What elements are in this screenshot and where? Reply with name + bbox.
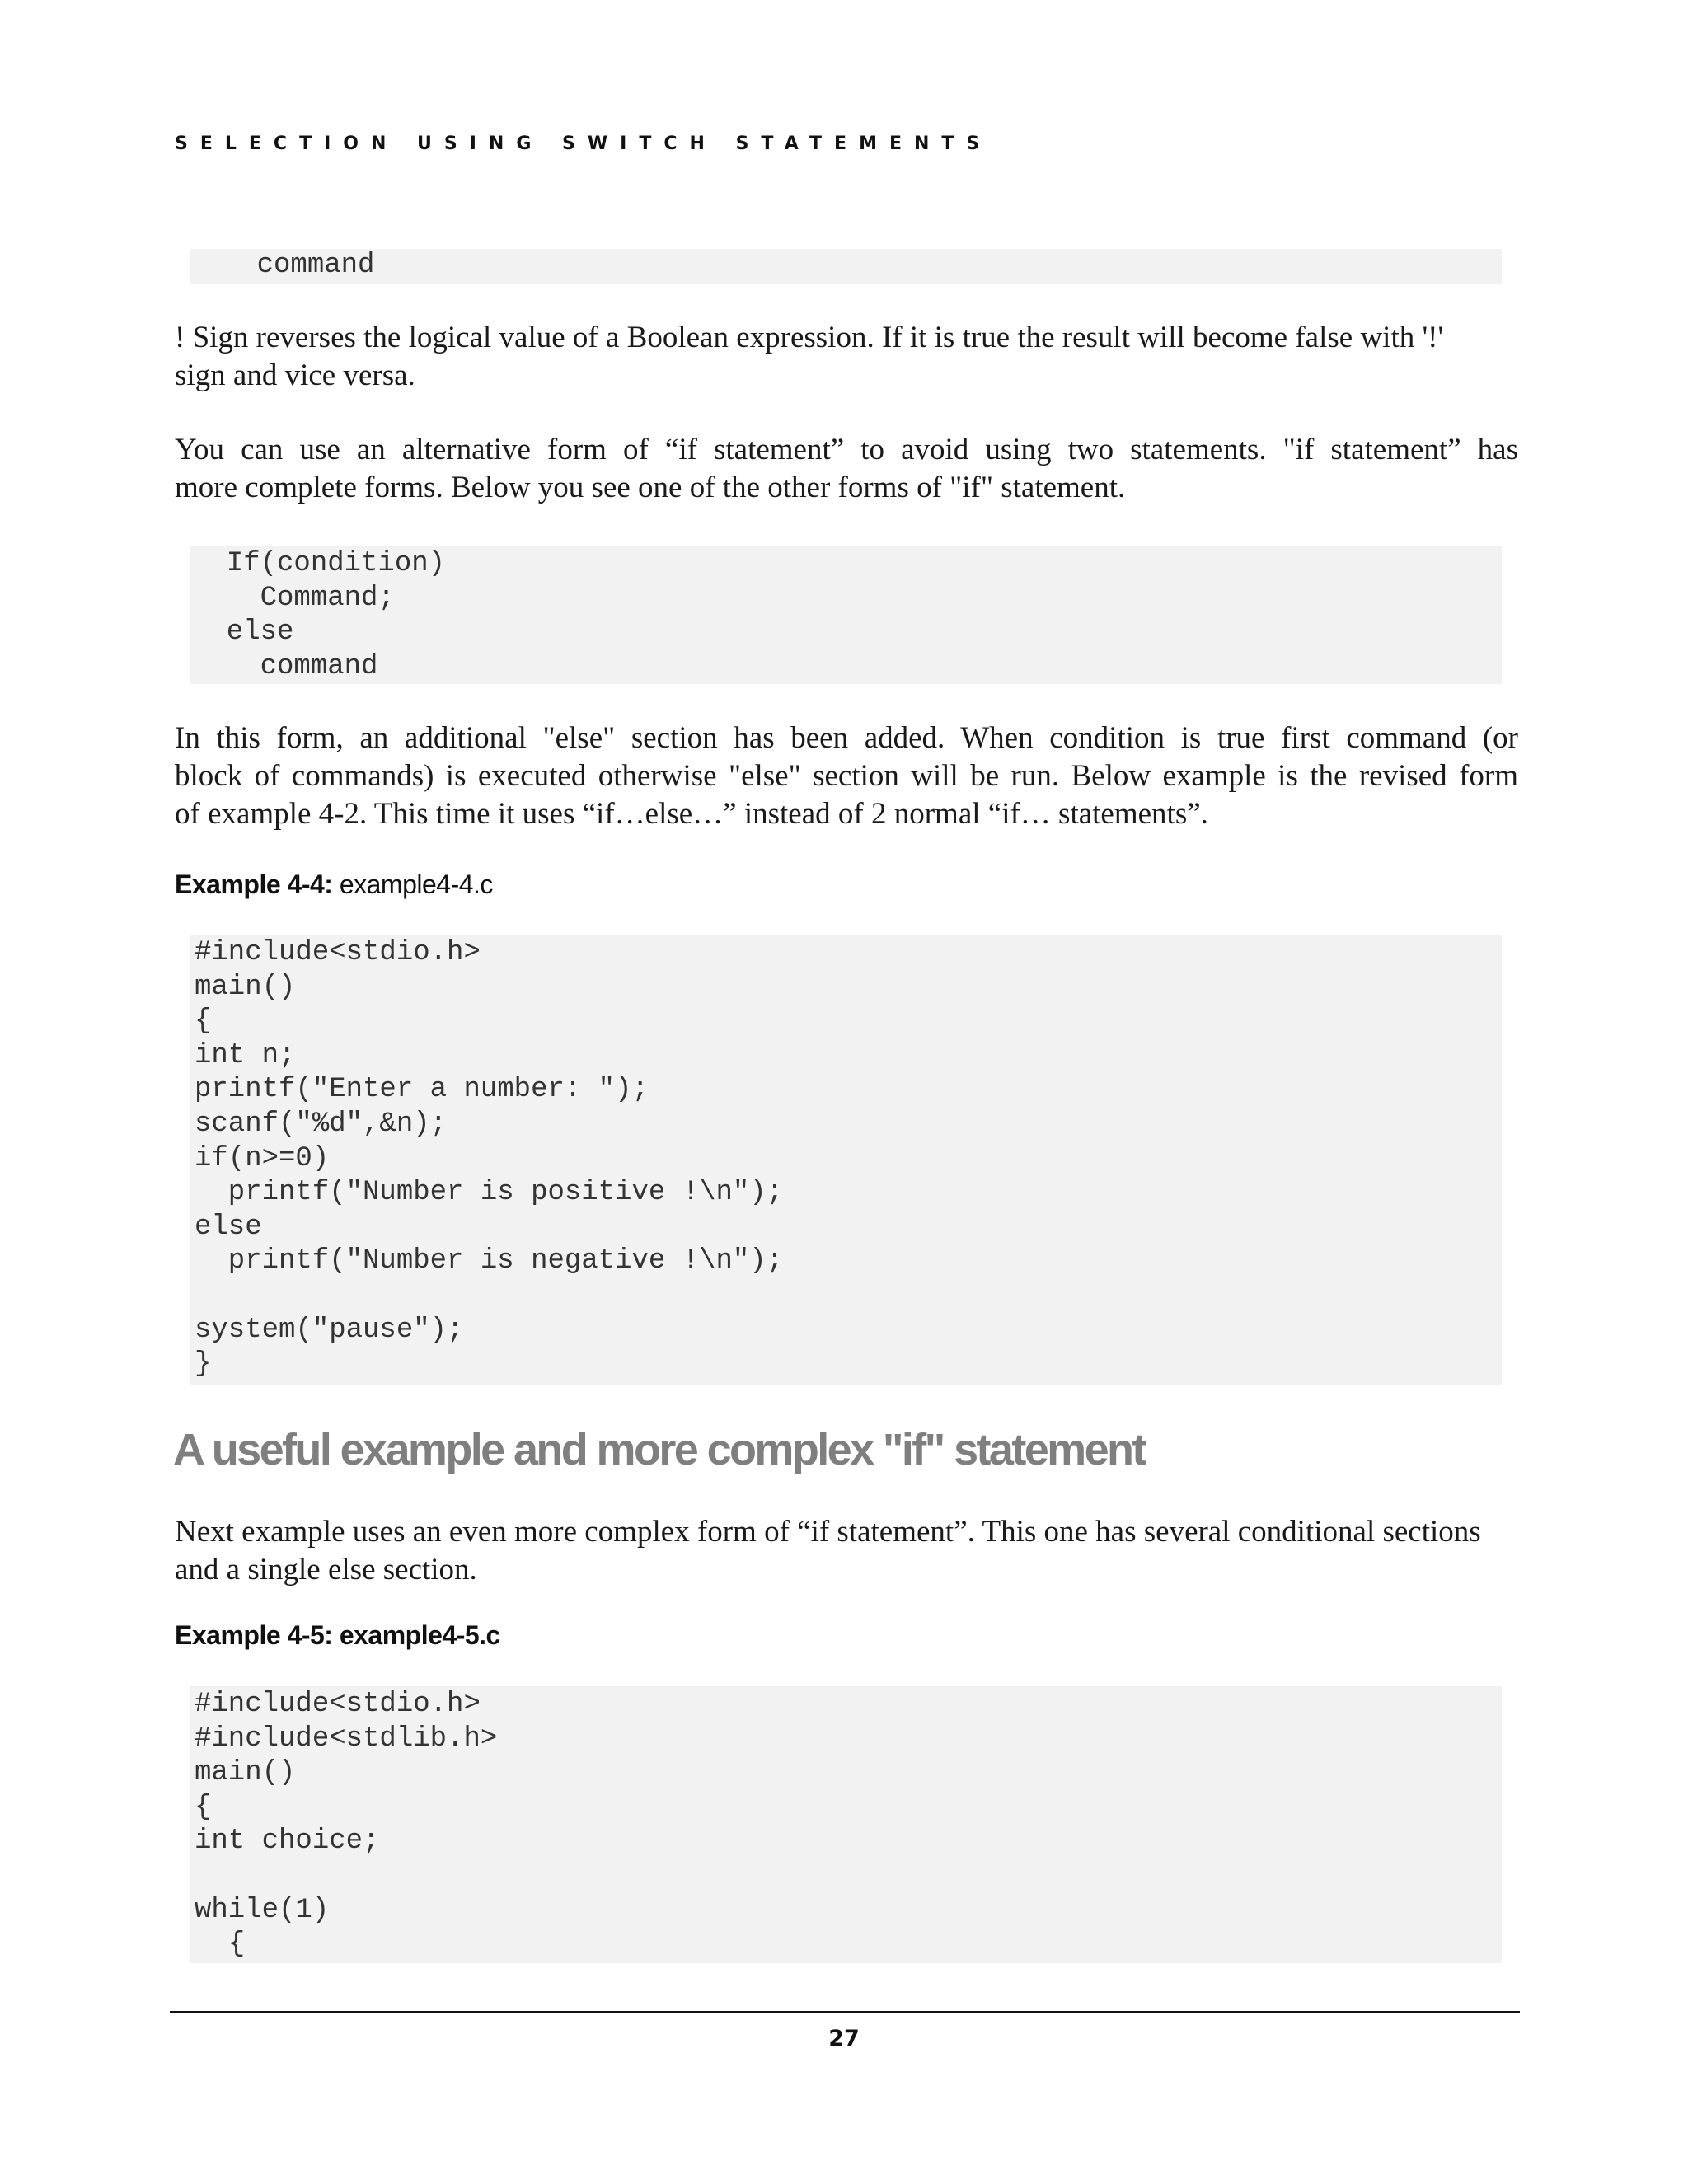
code-line: #include<stdio.h> xyxy=(195,937,481,968)
example-label: Example 4-4: xyxy=(175,869,333,899)
paragraph-alternative-form xyxy=(175,431,1518,507)
code-block-example-4-5 xyxy=(190,1686,1502,1963)
code-line: Command; xyxy=(193,582,395,614)
section-heading: A useful example and more complex "if" statement xyxy=(173,1425,1145,1474)
code-line: { xyxy=(195,1005,212,1038)
code-line: while(1) xyxy=(195,1894,330,1926)
code-line: printf("Number is negative !\n"); xyxy=(195,1245,784,1277)
paragraph-line: In this form, an additional "else" section has been added. When condition is true first command (or xyxy=(175,721,1518,755)
code-block-if-else-form xyxy=(190,546,1502,684)
paragraph-line: You can use an alternative form of “if statement” to avoid using two statements. "if statement” has xyxy=(175,433,1518,466)
code-line: { xyxy=(195,1791,212,1823)
running-header: SELECTION USING SWITCH STATEMENTS xyxy=(175,134,992,154)
code-line: command xyxy=(193,650,378,682)
paragraph-else-section xyxy=(175,719,1518,833)
page-number: 27 xyxy=(828,2026,860,2051)
paragraph-line: ! Sign reverses the logical value of a Boolean expression. If it is true the result will become false with '!' xyxy=(175,321,1444,354)
code-block-fragment xyxy=(190,249,1502,284)
code-line: system("pause"); xyxy=(195,1314,464,1346)
code-line: #include<stdlib.h> xyxy=(195,1722,498,1755)
code-line: scanf("%d",&n); xyxy=(195,1108,448,1140)
code-line: command xyxy=(190,250,375,281)
code-block-example-4-4 xyxy=(190,935,1502,1385)
paragraph-line: sign and vice versa. xyxy=(175,359,415,392)
paragraph-not-operator xyxy=(175,319,1518,395)
paragraph-line: and a single else section. xyxy=(175,1553,477,1586)
paragraph-line: block of commands) is executed otherwise "else" section will be run. Below example is the revised form xyxy=(175,759,1518,793)
paragraph-line: Next example uses an even more complex form of “if statement”. This one has several conditional sections xyxy=(175,1515,1481,1549)
code-line: { xyxy=(195,1929,246,1961)
code-line: main() xyxy=(195,1757,296,1789)
code-line: printf("Number is positive !\n"); xyxy=(195,1177,784,1209)
code-line: } xyxy=(195,1348,212,1380)
code-line: main() xyxy=(195,971,296,1003)
paragraph-line: more complete forms. Below you see one of the other forms of "if" statement. xyxy=(175,471,1126,504)
code-line xyxy=(195,1859,1502,1894)
code-line: #include<stdio.h> xyxy=(195,1689,481,1720)
footer-rule xyxy=(170,2011,1520,2013)
code-line: int n; xyxy=(195,1039,296,1071)
code-line: else xyxy=(193,616,294,649)
code-line xyxy=(195,1279,1502,1314)
paragraph-line: of example 4-2. This time it uses “if…else…” instead of 2 normal “if… statements”. xyxy=(175,797,1208,831)
example-4-5-caption xyxy=(175,1620,500,1651)
example-label: Example 4-5: example4-5.c xyxy=(175,1620,500,1650)
code-line: else xyxy=(195,1211,262,1243)
example-filename: example4-4.c xyxy=(332,869,493,899)
code-line: If(condition) xyxy=(193,548,446,579)
example-4-4-caption xyxy=(175,869,493,900)
code-line: printf("Enter a number: "); xyxy=(195,1074,649,1106)
code-line: if(n>=0) xyxy=(195,1142,330,1174)
paragraph-next-example xyxy=(175,1513,1518,1589)
code-line: int choice; xyxy=(195,1825,380,1858)
